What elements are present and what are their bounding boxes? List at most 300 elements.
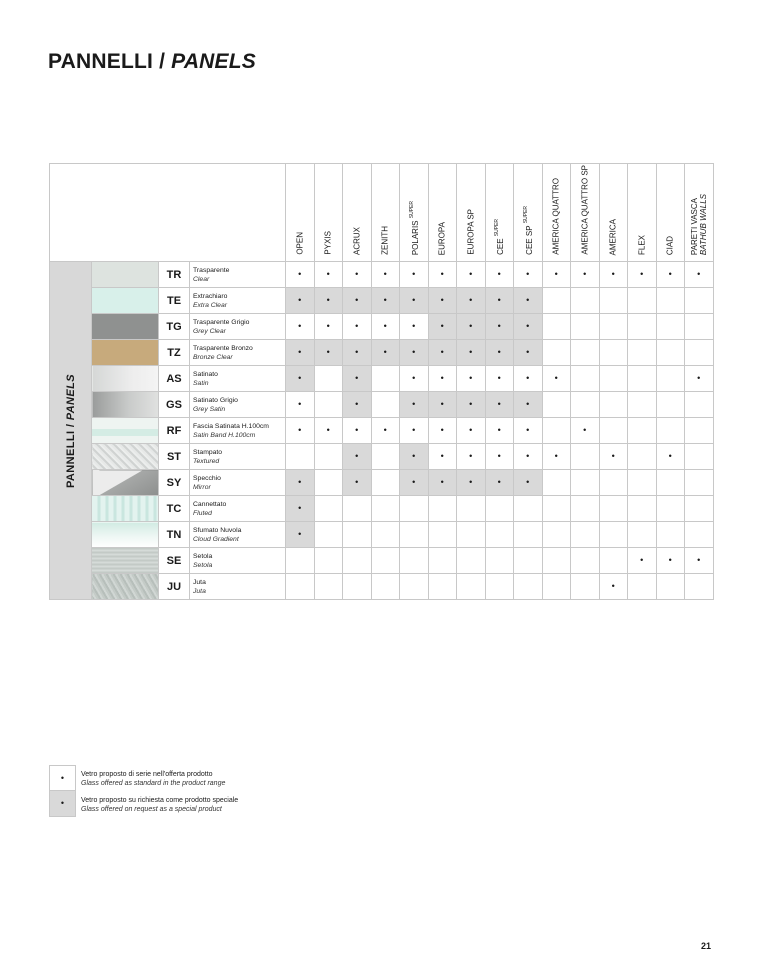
availability-empty-cell — [428, 574, 457, 600]
glass-code: TG — [159, 314, 190, 340]
availability-empty-cell — [314, 392, 343, 418]
availability-empty-cell — [628, 366, 657, 392]
availability-empty-cell — [628, 444, 657, 470]
column-header-label — [690, 194, 708, 255]
column-label-superscript: SUPER — [494, 219, 501, 237]
mirror-glass-swatch — [92, 470, 159, 496]
availability-standard-cell: • — [371, 262, 400, 288]
availability-empty-cell — [371, 392, 400, 418]
availability-special-cell: • — [371, 340, 400, 366]
availability-standard-cell: • — [628, 548, 657, 574]
availability-empty-cell — [343, 496, 372, 522]
availability-empty-cell — [656, 392, 685, 418]
glass-code: ST — [159, 444, 190, 470]
availability-standard-cell: • — [571, 418, 600, 444]
availability-special-cell: • — [457, 392, 486, 418]
glass-name-it: Sfumato Nuvola — [193, 526, 242, 534]
availability-empty-cell — [371, 366, 400, 392]
table-row — [50, 496, 714, 522]
column-label-text: EUROPA — [437, 221, 447, 255]
availability-empty-cell — [428, 548, 457, 574]
availability-special-cell: • — [485, 340, 514, 366]
availability-special-cell: • — [286, 340, 315, 366]
column-header — [685, 164, 714, 262]
availability-empty-cell — [371, 522, 400, 548]
glass-code: TR — [159, 262, 190, 288]
column-header — [428, 164, 457, 262]
column-header — [314, 164, 343, 262]
row-group-label-text — [65, 374, 77, 488]
glass-name-it: Fascia Satinata H.100cm — [193, 422, 269, 430]
availability-empty-cell — [314, 366, 343, 392]
glass-name-en: Juta — [193, 587, 206, 595]
availability-empty-cell — [542, 548, 571, 574]
availability-standard-cell: • — [685, 548, 714, 574]
fluted-glass-swatch — [92, 496, 159, 522]
availability-empty-cell — [685, 418, 714, 444]
availability-special-cell: • — [514, 470, 543, 496]
glass-name-en: Clear — [193, 275, 210, 283]
column-label-text: CEE — [496, 238, 506, 255]
glass-code: JU — [159, 574, 190, 600]
availability-standard-cell: • — [371, 314, 400, 340]
glass-name-en: Cloud Gradient — [193, 535, 239, 543]
availability-standard-cell: • — [685, 262, 714, 288]
availability-standard-cell: • — [685, 366, 714, 392]
availability-empty-cell — [457, 496, 486, 522]
glass-name-en: Mirror — [193, 483, 211, 491]
availability-empty-cell — [685, 496, 714, 522]
availability-standard-cell: • — [656, 444, 685, 470]
availability-standard-cell: • — [599, 262, 628, 288]
availability-empty-cell — [571, 522, 600, 548]
availability-empty-cell — [571, 444, 600, 470]
column-header — [628, 164, 657, 262]
glass-compatibility-table — [49, 163, 714, 600]
glass-name-it: Juta — [193, 578, 206, 586]
availability-standard-cell: • — [428, 444, 457, 470]
glass-name-en: Textured — [193, 457, 220, 465]
table-row — [50, 522, 714, 548]
availability-empty-cell — [656, 522, 685, 548]
availability-special-cell: • — [371, 288, 400, 314]
column-header-label — [493, 219, 505, 255]
availability-empty-cell — [628, 418, 657, 444]
juta-glass-swatch — [92, 574, 159, 600]
glass-name-it: Trasparente Grigio — [193, 318, 250, 326]
availability-special-cell: • — [485, 392, 514, 418]
availability-empty-cell — [514, 522, 543, 548]
availability-special-cell: • — [428, 314, 457, 340]
column-header — [571, 164, 600, 262]
glass-name — [190, 314, 286, 340]
column-label-text: CIAD — [665, 235, 675, 255]
availability-empty-cell — [542, 418, 571, 444]
availability-empty-cell — [656, 418, 685, 444]
column-label-text: EUROPA SP — [466, 209, 476, 255]
glass-code: TZ — [159, 340, 190, 366]
availability-empty-cell — [400, 548, 429, 574]
availability-standard-cell: • — [286, 314, 315, 340]
availability-empty-cell — [571, 314, 600, 340]
column-header-label — [666, 236, 675, 255]
availability-standard-cell: • — [286, 418, 315, 444]
availability-special-cell: • — [400, 288, 429, 314]
glass-name-it: Trasparente — [193, 266, 230, 274]
page-number: 21 — [701, 941, 712, 951]
glass-code: RF — [159, 418, 190, 444]
column-header — [485, 164, 514, 262]
availability-empty-cell — [685, 392, 714, 418]
availability-empty-cell — [371, 496, 400, 522]
table-row — [50, 262, 714, 288]
glass-code: AS — [159, 366, 190, 392]
availability-special-cell: • — [485, 470, 514, 496]
availability-empty-cell — [571, 574, 600, 600]
glass-name — [190, 340, 286, 366]
availability-standard-cell: • — [656, 548, 685, 574]
availability-standard-cell: • — [485, 418, 514, 444]
glass-name-it: Cannettato — [193, 500, 227, 508]
availability-empty-cell — [571, 548, 600, 574]
legend-standard-text: Vetro proposto di serie nell'offerta prodotto Glass offered as standard in the product range — [81, 771, 226, 787]
availability-empty-cell — [685, 288, 714, 314]
availability-special-cell: • — [314, 288, 343, 314]
glass-code: TE — [159, 288, 190, 314]
availability-standard-cell: • — [514, 418, 543, 444]
availability-standard-cell: • — [514, 262, 543, 288]
availability-empty-cell — [400, 522, 429, 548]
availability-standard-cell: • — [571, 262, 600, 288]
availability-empty-cell — [571, 392, 600, 418]
column-label-superscript: SUPER — [522, 206, 529, 224]
availability-standard-cell: • — [514, 366, 543, 392]
availability-empty-cell — [599, 548, 628, 574]
availability-special-cell: • — [514, 392, 543, 418]
availability-empty-cell — [514, 548, 543, 574]
availability-empty-cell — [599, 340, 628, 366]
availability-empty-cell — [428, 496, 457, 522]
extra-clear-glass-swatch — [92, 288, 159, 314]
availability-empty-cell — [542, 314, 571, 340]
availability-empty-cell — [286, 574, 315, 600]
table-row — [50, 574, 714, 600]
availability-standard-cell: • — [286, 392, 315, 418]
availability-empty-cell — [485, 496, 514, 522]
glass-name-en: Grey Clear — [193, 327, 226, 335]
column-label-text: AMERICA — [608, 218, 618, 255]
column-header-label — [438, 222, 447, 255]
availability-special-cell: • — [400, 392, 429, 418]
availability-special-cell: • — [457, 314, 486, 340]
column-header — [400, 164, 429, 262]
availability-special-cell: • — [485, 314, 514, 340]
availability-empty-cell — [571, 288, 600, 314]
availability-standard-cell: • — [286, 262, 315, 288]
column-label-text: POLARIS — [410, 220, 420, 255]
availability-empty-cell — [571, 470, 600, 496]
availability-special-cell: • — [400, 340, 429, 366]
availability-special-cell: • — [343, 444, 372, 470]
availability-empty-cell — [286, 444, 315, 470]
availability-empty-cell — [599, 366, 628, 392]
availability-empty-cell — [343, 522, 372, 548]
glass-name-it: Satinato — [193, 370, 218, 378]
availability-standard-cell: • — [314, 314, 343, 340]
bronze-clear-glass-swatch — [92, 340, 159, 366]
availability-standard-cell: • — [656, 262, 685, 288]
availability-empty-cell — [371, 470, 400, 496]
table-row — [50, 470, 714, 496]
availability-empty-cell — [542, 496, 571, 522]
column-header-label — [637, 235, 646, 255]
availability-special-cell: • — [514, 288, 543, 314]
glass-name-en: Extra Clear — [193, 301, 227, 309]
availability-empty-cell — [628, 574, 657, 600]
availability-empty-cell — [286, 548, 315, 574]
column-label-text: AMERICA QUATTRO — [551, 178, 561, 255]
availability-empty-cell — [514, 574, 543, 600]
availability-empty-cell — [656, 470, 685, 496]
availability-empty-cell — [628, 392, 657, 418]
glass-name-en: Grey Satin — [193, 405, 226, 413]
availability-empty-cell — [314, 574, 343, 600]
column-header — [542, 164, 571, 262]
availability-empty-cell — [628, 314, 657, 340]
availability-standard-cell: • — [314, 262, 343, 288]
availability-standard-cell: • — [457, 262, 486, 288]
availability-empty-cell — [542, 470, 571, 496]
column-header — [457, 164, 486, 262]
availability-empty-cell — [514, 496, 543, 522]
availability-empty-cell — [599, 418, 628, 444]
column-header-label — [324, 231, 333, 255]
glass-name — [190, 418, 286, 444]
grey-satin-glass-swatch — [92, 392, 159, 418]
column-header-label — [352, 227, 361, 255]
glass-name — [190, 366, 286, 392]
availability-empty-cell — [599, 522, 628, 548]
availability-standard-cell: • — [371, 418, 400, 444]
availability-empty-cell — [685, 444, 714, 470]
column-header — [371, 164, 400, 262]
legend-special-swatch: • — [49, 791, 76, 817]
glass-name-en: Bronze Clear — [193, 353, 233, 361]
availability-empty-cell — [542, 392, 571, 418]
clear-glass-swatch — [92, 262, 159, 288]
glass-name — [190, 392, 286, 418]
glass-name — [190, 548, 286, 574]
availability-standard-cell: • — [457, 418, 486, 444]
availability-empty-cell — [428, 522, 457, 548]
column-label-text: AMERICA QUATTRO SP — [580, 165, 590, 255]
availability-empty-cell — [685, 522, 714, 548]
glass-name — [190, 288, 286, 314]
column-header — [514, 164, 543, 262]
availability-empty-cell — [656, 366, 685, 392]
page-title: PANNELLI / PANELS — [48, 50, 256, 73]
availability-special-cell: • — [343, 470, 372, 496]
column-label-text: PARETI VASCA — [689, 197, 699, 255]
availability-empty-cell — [343, 548, 372, 574]
availability-empty-cell — [685, 574, 714, 600]
availability-standard-cell: • — [428, 262, 457, 288]
availability-empty-cell — [685, 314, 714, 340]
column-label-text: FLEX — [637, 234, 647, 255]
column-label-subtext: BATHUB WALLS — [698, 193, 708, 255]
availability-empty-cell — [371, 574, 400, 600]
column-header — [343, 164, 372, 262]
availability-empty-cell — [485, 574, 514, 600]
availability-empty-cell — [571, 496, 600, 522]
table-row — [50, 288, 714, 314]
availability-empty-cell — [656, 314, 685, 340]
glass-name — [190, 522, 286, 548]
availability-standard-cell: • — [343, 418, 372, 444]
glass-name-en: Fluted — [193, 509, 212, 517]
availability-empty-cell — [599, 288, 628, 314]
table-row — [50, 418, 714, 444]
availability-empty-cell — [457, 548, 486, 574]
availability-empty-cell — [599, 314, 628, 340]
availability-standard-cell: • — [485, 262, 514, 288]
glass-name-en: Satin — [193, 379, 209, 387]
grey-clear-glass-swatch — [92, 314, 159, 340]
availability-standard-cell: • — [457, 366, 486, 392]
availability-empty-cell — [599, 496, 628, 522]
table-row — [50, 366, 714, 392]
availability-empty-cell — [599, 470, 628, 496]
glass-name — [190, 444, 286, 470]
availability-special-cell: • — [457, 288, 486, 314]
availability-special-cell: • — [286, 496, 315, 522]
column-header — [286, 164, 315, 262]
table-corner — [50, 164, 286, 262]
legend-standard-swatch: • — [49, 765, 76, 791]
glass-name-en: Setola — [193, 561, 213, 569]
glass-name — [190, 470, 286, 496]
availability-empty-cell — [371, 444, 400, 470]
availability-special-cell: • — [286, 470, 315, 496]
availability-empty-cell — [457, 522, 486, 548]
row-group-label — [50, 262, 92, 600]
availability-standard-cell: • — [457, 444, 486, 470]
glass-name-en: Satin Band H.100cm — [193, 431, 256, 439]
satin-band-glass-swatch — [92, 418, 159, 444]
glass-code: GS — [159, 392, 190, 418]
glass-name-it: Satinato Grigio — [193, 396, 238, 404]
column-header-label — [522, 206, 534, 255]
availability-special-cell: • — [343, 288, 372, 314]
textured-glass-swatch — [92, 444, 159, 470]
glass-name-it: Extrachiaro — [193, 292, 228, 300]
column-header-label — [466, 209, 475, 255]
glass-code: SE — [159, 548, 190, 574]
availability-standard-cell: • — [542, 444, 571, 470]
table-row — [50, 392, 714, 418]
availability-empty-cell — [400, 496, 429, 522]
availability-empty-cell — [314, 444, 343, 470]
availability-standard-cell: • — [514, 444, 543, 470]
availability-standard-cell: • — [599, 574, 628, 600]
column-label-text: CEE SP — [524, 225, 534, 255]
availability-empty-cell — [343, 574, 372, 600]
glass-name-it: Stampato — [193, 448, 223, 456]
column-header-label — [609, 219, 618, 255]
column-label-text: OPEN — [295, 232, 305, 255]
availability-special-cell: • — [400, 470, 429, 496]
availability-empty-cell — [542, 574, 571, 600]
availability-standard-cell: • — [542, 262, 571, 288]
availability-standard-cell: • — [400, 366, 429, 392]
availability-empty-cell — [314, 548, 343, 574]
availability-empty-cell — [571, 340, 600, 366]
availability-empty-cell — [628, 522, 657, 548]
column-label-text: ACRUX — [352, 226, 362, 255]
availability-special-cell: • — [457, 340, 486, 366]
table-row — [50, 444, 714, 470]
column-label-superscript: SUPER — [408, 200, 415, 219]
availability-empty-cell — [371, 548, 400, 574]
table-header-row — [50, 164, 714, 262]
glass-code: TC — [159, 496, 190, 522]
availability-special-cell: • — [428, 470, 457, 496]
group-label-en: PANELS — [64, 373, 77, 420]
glass-name-it: Setola — [193, 552, 213, 560]
availability-special-cell: • — [485, 288, 514, 314]
availability-empty-cell — [628, 496, 657, 522]
availability-special-cell: • — [343, 366, 372, 392]
group-label-it: PANNELLI / — [64, 423, 77, 488]
availability-special-cell: • — [286, 522, 315, 548]
availability-standard-cell: • — [400, 418, 429, 444]
column-label-text: ZENITH — [380, 226, 390, 255]
table-row — [50, 314, 714, 340]
column-header — [599, 164, 628, 262]
glass-code: SY — [159, 470, 190, 496]
availability-special-cell: • — [343, 340, 372, 366]
availability-empty-cell — [400, 574, 429, 600]
table-row — [50, 340, 714, 366]
column-header-label — [580, 165, 589, 255]
availability-special-cell: • — [400, 444, 429, 470]
availability-standard-cell: • — [542, 366, 571, 392]
availability-empty-cell — [485, 522, 514, 548]
availability-empty-cell — [457, 574, 486, 600]
availability-special-cell: • — [428, 288, 457, 314]
availability-special-cell: • — [457, 470, 486, 496]
column-header — [656, 164, 685, 262]
availability-empty-cell — [314, 496, 343, 522]
availability-empty-cell — [485, 548, 514, 574]
availability-standard-cell: • — [485, 366, 514, 392]
availability-empty-cell — [571, 366, 600, 392]
availability-empty-cell — [656, 496, 685, 522]
glass-name — [190, 496, 286, 522]
column-label-text: PYXIS — [323, 231, 333, 255]
glass-name — [190, 574, 286, 600]
column-header-label — [381, 226, 390, 255]
availability-empty-cell — [542, 522, 571, 548]
availability-empty-cell — [656, 288, 685, 314]
table-row — [50, 548, 714, 574]
availability-standard-cell: • — [400, 314, 429, 340]
availability-standard-cell: • — [343, 314, 372, 340]
availability-empty-cell — [656, 340, 685, 366]
availability-empty-cell — [542, 288, 571, 314]
availability-special-cell: • — [514, 340, 543, 366]
availability-empty-cell — [542, 340, 571, 366]
